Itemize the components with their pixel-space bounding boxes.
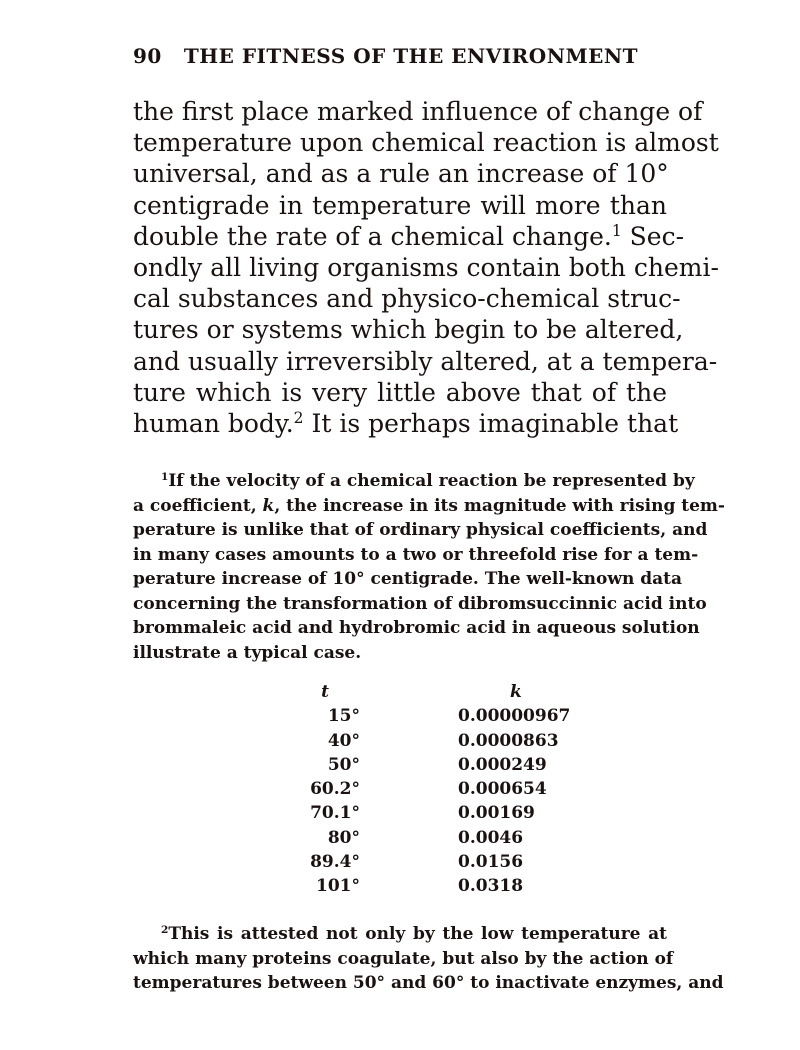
table-header — [290, 680, 600, 704]
table-row — [290, 777, 600, 801]
footnote-line: illustrate a typical case. — [133, 642, 362, 663]
footnote-line: perature increase of 10° centigrade. The well-known data — [133, 569, 683, 589]
cell-temperature: 50° — [327, 754, 360, 775]
body-line-text: It is perhaps imaginable that — [311, 408, 679, 438]
footnote-line: in many cases amounts to a two or threefold rise for a tem- — [133, 544, 699, 565]
body-line: tures or systems which begin to be altered, — [133, 315, 684, 345]
cell-k: 0.0000863 — [458, 730, 559, 751]
footnote-marker-2: 2 — [161, 924, 169, 937]
symbol-k: k — [262, 495, 275, 516]
body-line — [133, 408, 679, 439]
footnote-marker-1: 1 — [161, 471, 169, 484]
body-line: the first place marked influence of change of — [133, 97, 703, 126]
footnote-line: which many proteins coagulate, but also by the action of — [133, 948, 674, 969]
cell-temperature: 60.2° — [310, 779, 360, 800]
footnote-line-text: , the increase in its magnitude with rising tem- — [274, 495, 725, 516]
table-row — [290, 729, 600, 753]
table-row — [290, 801, 600, 825]
cell-temperature: 89.4° — [310, 852, 360, 873]
body-line-text: Sec- — [629, 221, 685, 251]
cell-temperature: 40° — [327, 730, 360, 751]
footnote-line — [133, 469, 695, 494]
footnote-1 — [133, 469, 725, 665]
cell-k: 0.000249 — [458, 754, 547, 775]
body-line: cal substances and physico-chemical struc- — [133, 284, 681, 314]
table-row — [290, 753, 600, 777]
footnote-line — [133, 494, 725, 519]
body-line-text: double the rate of a chemical change. — [133, 221, 612, 251]
cell-k: 0.000654 — [458, 779, 547, 800]
footnote-line — [133, 922, 667, 947]
footnote-line-text: If the velocity of a chemical reaction be represented by — [168, 471, 695, 491]
cell-k: 0.0156 — [458, 852, 524, 873]
cell-k: 0.0318 — [458, 876, 524, 897]
body-line-text: human body. — [133, 408, 294, 438]
body-line: ondly all living organisms contain both chemi- — [133, 252, 719, 282]
footnote-reference-1: 1 — [611, 222, 622, 241]
running-head — [133, 44, 667, 68]
cell-temperature: 80° — [327, 827, 360, 848]
footnote-line-text: This is attested not only by the low temperature at — [168, 924, 667, 944]
footnote-line-text: a coefficient, — [133, 495, 263, 516]
footnote-line: perature is unlike that of ordinary physical coefficients, and — [133, 520, 708, 540]
page-number: 90 — [133, 44, 162, 68]
body-line: temperature upon chemical reaction is almost — [133, 128, 719, 158]
body-line: and usually irreversibly altered, at a tempera- — [133, 346, 718, 376]
cell-k: 0.0046 — [458, 827, 524, 848]
footnote-line: brommaleic acid and hydrobromic acid in aqueous solution — [133, 618, 700, 638]
body-line: centigrade in temperature will more than — [133, 190, 667, 220]
footnote-line: concerning the transformation of dibromsuccinnic acid into — [133, 593, 707, 614]
cell-temperature: 70.1° — [310, 803, 360, 824]
cell-temperature: 101° — [316, 876, 360, 897]
body-text — [133, 96, 719, 439]
body-line: ture which is very little above that of the — [133, 377, 667, 407]
body-line — [133, 221, 685, 252]
footnote-reference-2: 2 — [293, 409, 304, 428]
running-title: THE FITNESS OF THE ENVIRONMENT — [183, 44, 639, 68]
footnote-line: temperatures between 50° and 60° to inactivate enzymes, and — [133, 973, 724, 993]
table-row — [290, 850, 600, 874]
column-header-t: t — [321, 682, 329, 702]
table-row — [290, 874, 600, 898]
body-line: universal, and as a rule an increase of 10° — [133, 159, 669, 189]
table-row — [290, 704, 600, 728]
cell-k: 0.00169 — [458, 803, 535, 824]
cell-k: 0.00000967 — [458, 706, 571, 727]
table-row — [290, 826, 600, 850]
column-header-k: k — [510, 682, 522, 702]
cell-temperature: 15° — [327, 706, 360, 727]
footnote-2 — [133, 922, 724, 996]
rate-table — [290, 680, 600, 899]
